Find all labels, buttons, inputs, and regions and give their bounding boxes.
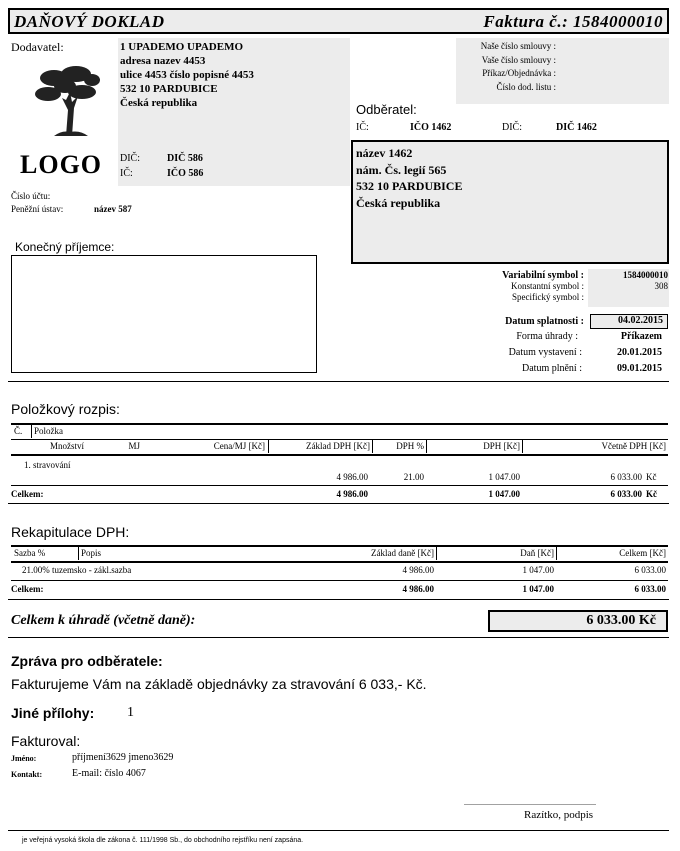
items-total-label: Celkem: — [11, 489, 44, 499]
col-header-qty: Množství — [49, 441, 84, 451]
attachments-value: 1 — [127, 705, 134, 720]
issue-date-label: Datum vystavení : — [508, 347, 582, 358]
bank-value: název 587 — [94, 204, 132, 214]
item-vat: 1 047.00 — [488, 472, 520, 482]
item-vat-pct: 21.00 — [403, 472, 424, 482]
supplier-ic-label: IČ: — [120, 168, 133, 179]
items-header-bottom — [11, 454, 668, 456]
vat-row-total: 6 033.00 — [634, 565, 666, 575]
section-divider — [8, 599, 669, 600]
const-symbol-label: Konstantní symbol : — [510, 281, 584, 291]
due-date-label: Datum splatnosti : — [505, 316, 584, 327]
vat-col-base: Základ daně [Kč] — [371, 548, 434, 558]
supplier-country: Česká republika — [120, 97, 198, 109]
account-label: Číslo účtu: — [11, 191, 51, 201]
customer-label: Odběratel: — [356, 102, 417, 117]
tree-logo-icon — [32, 64, 104, 136]
vat-total-total: 6 033.00 — [634, 584, 666, 594]
vat-row-base: 4 986.00 — [402, 565, 434, 575]
col-header-incl: Včetně DPH [Kč] — [601, 441, 666, 451]
final-recipient-label: Konečný příjemce: — [15, 240, 115, 254]
supplier-city: 532 10 PARDUBICE — [120, 83, 218, 95]
supplier-address — [120, 40, 254, 110]
final-recipient-box — [11, 255, 317, 373]
taxable-date-label: Datum plnění : — [522, 363, 582, 374]
vat-col-desc: Popis — [81, 548, 102, 558]
issuer-contact-label: Kontakt: — [11, 770, 43, 779]
supplier-name: 1 UPADEMO UPADEMO — [120, 41, 244, 53]
items-total-base: 4 986.00 — [336, 489, 368, 499]
customer-city: 532 10 PARDUBICE — [356, 179, 463, 193]
message-text: Fakturujeme Vám na základě objednávky za stravování 6 033,- Kč. — [11, 676, 427, 692]
item-currency: Kč — [646, 472, 657, 482]
attachments-label: Jiné přílohy: — [11, 705, 95, 721]
section-divider — [8, 503, 669, 504]
signature-line: .................................................................. — [464, 798, 596, 807]
supplier-dic-label: DIČ: — [120, 153, 140, 164]
invoice-header — [8, 8, 669, 34]
issuer-name-value: příjmení3629 jmeno3629 — [72, 752, 174, 763]
item-incl: 6 033.00 — [610, 472, 642, 482]
var-symbol-value: 1584000010 — [623, 270, 668, 280]
vat-summary-title: Rekapitulace DPH: — [11, 524, 130, 540]
vat-row-vat: 1 047.00 — [522, 565, 554, 575]
item-name: 1. stravování — [24, 460, 71, 470]
items-table-top — [11, 423, 668, 425]
grand-total-box — [488, 610, 668, 632]
invoice-number-label: Faktura č.: — [483, 12, 569, 31]
col-header-item: Položka — [34, 426, 63, 436]
invoice-number-value: 1584000010 — [573, 12, 663, 31]
logo-text: LOGO — [20, 150, 103, 179]
payment-method-value: Příkazem — [620, 331, 662, 342]
customer-address-box — [351, 140, 669, 264]
vat-col-rate: Sazba % — [14, 548, 46, 558]
col-header-no: Č. — [14, 426, 23, 436]
vat-row-desc: 21.00% tuzemsko - zákl.sazba — [22, 565, 132, 575]
vat-header-bottom — [11, 561, 668, 563]
taxable-date-value: 09.01.2015 — [617, 363, 662, 374]
customer-country: Česká republika — [356, 195, 441, 210]
due-date-value: 04.02.2015 — [618, 315, 663, 326]
customer-dic-value: DIČ 1462 — [556, 122, 597, 133]
items-total-vat: 1 047.00 — [488, 489, 520, 499]
section-divider — [8, 637, 669, 638]
items-total-incl: 6 033.00 — [610, 489, 642, 499]
col-header-vat: DPH [Kč] — [483, 441, 520, 451]
supplier-ic-value: IČO 586 — [167, 168, 204, 179]
items-header-divider — [11, 439, 668, 440]
vat-total-vat: 1 047.00 — [522, 584, 554, 594]
payment-labels — [420, 270, 584, 303]
delivery-note-label: Číslo dod. listu : — [496, 81, 556, 92]
customer-dic-label: DIČ: — [502, 122, 522, 133]
col-header-vat-pct: DPH % — [396, 441, 424, 451]
customer-address: nám. Čs. legií 565 — [356, 162, 447, 177]
col-header-base: Základ DPH [Kč] — [306, 441, 370, 451]
vat-total-label: Celkem: — [11, 584, 44, 594]
grand-total-value: 6 033.00 Kč — [586, 613, 656, 628]
payment-method-label: Forma úhrady : — [516, 331, 578, 342]
signature-label: Razítko, podpis — [524, 809, 594, 821]
items-total-divider — [11, 485, 668, 486]
item-base: 4 986.00 — [336, 472, 368, 482]
footer-divider — [8, 830, 669, 831]
col-header-unit: MJ — [128, 441, 140, 451]
supplier-address-line1: adresa nazev 4453 — [120, 55, 206, 67]
customer-name: název 1462 — [356, 146, 413, 160]
col-divider — [78, 547, 79, 560]
due-date-box — [590, 314, 668, 329]
document-type: DAŇOVÝ DOKLAD — [14, 12, 165, 31]
customer-ic-label: IČ: — [356, 122, 369, 133]
var-symbol-label: Variabilní symbol : — [502, 270, 584, 281]
supplier-dic-value: DIČ 586 — [167, 153, 203, 164]
supplier-address-line2: ulice 4453 číslo popisné 4453 — [120, 69, 254, 81]
footer-note: je veřejná vysoká škola dle zákona č. 111/1998 Sb., do obchodního rejstříku není zapsána. — [22, 837, 304, 844]
issuer-title: Fakturoval: — [11, 733, 81, 749]
items-title: Položkový rozpis: — [11, 401, 120, 417]
payment-values — [588, 270, 668, 292]
issue-date-value: 20.01.2015 — [617, 347, 662, 358]
vat-table-top — [11, 545, 668, 547]
customer-ic-value: IČO 1462 — [410, 122, 452, 133]
section-divider — [8, 381, 669, 382]
contract-labels — [440, 40, 556, 94]
bank-label: Peněžní ústav: — [11, 204, 64, 214]
grand-total-label: Celkem k úhradě (včetně daně): — [11, 613, 196, 628]
const-symbol-value: 308 — [654, 281, 668, 291]
vat-total-base: 4 986.00 — [402, 584, 434, 594]
issuer-name-label: Jméno: — [11, 754, 37, 763]
col-divider — [31, 425, 32, 438]
issuer-contact-value: E-mail: číslo 4067 — [72, 768, 146, 779]
invoice-number — [483, 12, 663, 32]
order-label: Příkaz/Objednávka : — [482, 68, 556, 78]
col-header-unit-price: Cena/MJ [Kč] — [213, 441, 265, 451]
spec-symbol-label: Specifický symbol : — [512, 292, 584, 302]
items-total-currency: Kč — [646, 489, 657, 499]
vat-col-vat: Daň [Kč] — [520, 548, 554, 558]
message-title: Zpráva pro odběratele: — [11, 653, 163, 669]
supplier-label: Dodavatel: — [11, 40, 64, 54]
vat-total-divider — [11, 580, 668, 581]
our-contract-label: Naše číslo smlouvy : — [480, 41, 556, 51]
vat-col-total: Celkem [Kč] — [619, 548, 666, 558]
your-contract-label: Vaše číslo smlouvy : — [481, 54, 556, 65]
